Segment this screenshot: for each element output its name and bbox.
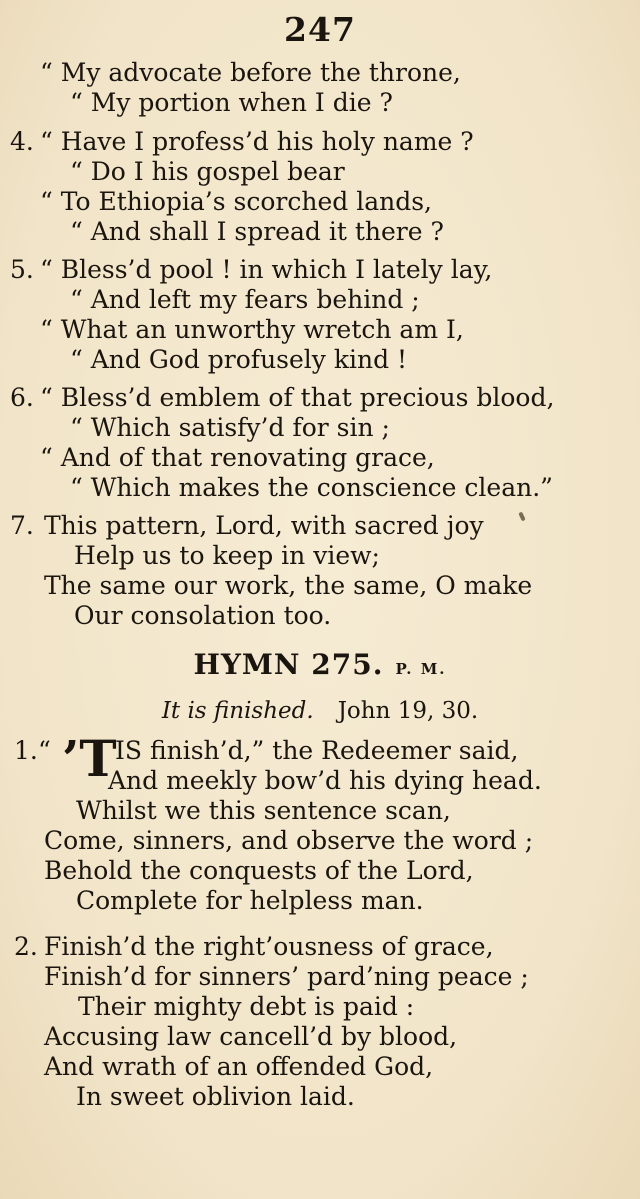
verse-line: The same our work, the same, O make [44,571,533,600]
verse-line: “ And left my fears behind ; [70,285,420,314]
verse-line: “ Have I profess’d his holy name ? [40,127,474,156]
scripture-reference: John 19, 30. [337,698,479,724]
verse-line: “ What an unworthy wretch am I, [40,315,464,344]
drop-cap: ’T [62,729,117,788]
verse-line: “ Bless’d pool ! in which I lately lay, [40,255,493,284]
hymn-meter: P. M. [395,660,447,678]
verse-number: 4. [10,127,34,156]
verse-line: “ To Ethiopia’s scorched lands, [40,187,432,216]
ink-speck [518,512,525,522]
verse-line: Our consolation too. [74,601,332,630]
verse-line: “ Which makes the conscience clean.” [70,473,553,502]
verse-line: Come, sinners, and observe the word ; [44,826,534,855]
hymn-title [0,648,640,681]
verse-line: Behold the conquests of the Lord, [44,856,474,885]
verse-number: 2. [14,932,38,961]
verse-line: “ Which satisfy’d for sin ; [70,413,390,442]
verse-line: And meekly bow’d his dying head. [108,766,542,795]
verse-line: “ And shall I spread it there ? [70,217,444,246]
verse-line: Whilst we this sentence scan, [76,796,451,825]
open-quote: “ [38,736,51,765]
verse-number: 5. [10,255,34,284]
verse-line: “ Do I his gospel bear [70,157,345,186]
verse-line: This pattern, Lord, with sacred joy [44,511,484,540]
verse-line: “ My advocate before the throne, [40,58,461,87]
verse-line: Finish’d for sinners’ pard’ning peace ; [44,962,529,991]
verse-number: 7. [10,511,34,540]
verse-number: 1. [14,736,38,765]
hymn-number: HYMN 275. [193,648,384,681]
subtitle-text: It is finished. [161,698,314,724]
verse-line: IS finish’d,” the Redeemer said, [115,736,519,765]
verse-line: “ My portion when I die ? [70,88,393,117]
verse-line: Their mighty debt is paid : [78,992,415,1021]
verse-line: Finish’d the right’ousness of grace, [44,932,494,961]
page-number: 247 [284,10,356,49]
verse-line: “ Bless’d emblem of that precious blood, [40,383,555,412]
verse-line: Complete for helpless man. [76,886,424,915]
verse-line: “ And of that renovating grace, [40,443,435,472]
verse-line: And wrath of an offended God, [44,1052,434,1081]
verse-line: “ And God profusely kind ! [70,345,408,374]
verse-line: Help us to keep in view; [74,541,380,570]
hymn-subtitle [0,698,640,724]
verse-line: In sweet oblivion laid. [76,1082,355,1111]
verse-line: Accusing law cancell’d by blood, [44,1022,458,1051]
verse-number: 6. [10,383,34,412]
